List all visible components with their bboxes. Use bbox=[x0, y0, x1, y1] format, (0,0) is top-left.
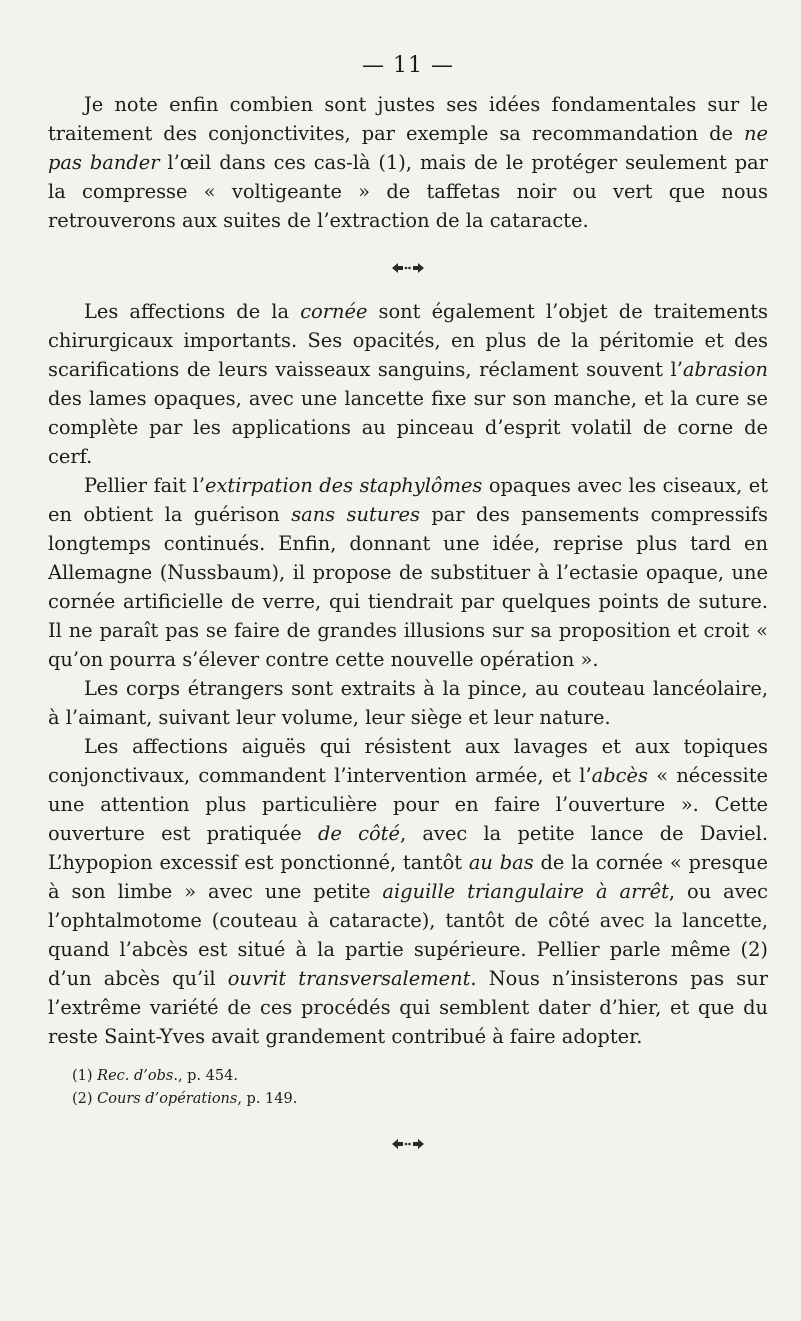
paragraph-abces bbox=[48, 732, 768, 1051]
text-run: . Nous n’insisterons pas sur l’extrême variété de ces procédés qui semblent dater d’hier, et que du reste Saint-Yves avait grandement contribué à faire adopter. bbox=[48, 967, 768, 1048]
paragraph-conjonctivites bbox=[48, 90, 768, 235]
fleuron-icon bbox=[390, 261, 426, 275]
fleuron-icon bbox=[390, 1137, 426, 1151]
italic-run: ouvrit transversalement bbox=[227, 967, 471, 990]
footnote-marker: (1) bbox=[72, 1068, 98, 1084]
text-run: Les affections aiguës qui résistent aux lavages et aux topiques conjonctivaux, commandent l’intervention armée, et l’ bbox=[48, 735, 768, 787]
paragraph-cornee bbox=[48, 297, 768, 471]
text-run: Les corps étrangers sont extraits à la pince, au couteau lancéolaire, à l’aimant, suivant leur volume, leur siège et leur nature. bbox=[48, 677, 768, 729]
text-run: l’œil dans ces cas-là (1), mais de le protéger seulement par la compresse « voltigeante » de taffetas noir ou vert que nous retrouverons aux suites de l’extraction de la cataracte. bbox=[48, 151, 768, 232]
text-run: « nécessite une attention plus particulière pour en faire l’ouverture ». Cette ouverture est pratiquée bbox=[48, 764, 768, 845]
italic-run: sans sutures bbox=[291, 503, 420, 526]
footnotes bbox=[48, 1065, 768, 1111]
footnote-source: Cours d’opérations bbox=[97, 1091, 238, 1107]
text-run: opaques avec les ciseaux, et en obtient la guérison bbox=[48, 474, 768, 526]
section-ornament bbox=[48, 259, 768, 277]
italic-run: aiguille triangulaire à arrêt bbox=[382, 880, 669, 903]
footnote-1 bbox=[72, 1065, 768, 1088]
end-ornament bbox=[48, 1135, 768, 1153]
text-run: Je note enfin combien sont justes ses idées fondamentales sur le traitement des conjonctivites, par exemple sa recommandation de bbox=[48, 93, 768, 145]
italic-run: ne pas bander bbox=[48, 122, 768, 174]
text-run: Les affections de la bbox=[84, 300, 301, 323]
footnote-page: , p. 454. bbox=[177, 1068, 238, 1084]
text-run: , avec la petite lance de Daviel. L’hypopion excessif est ponctionné, tantôt bbox=[48, 822, 768, 874]
italic-run: abrasion bbox=[682, 358, 768, 381]
text-run: Pellier fait l’ bbox=[84, 474, 205, 497]
text-run: des lames opaques, avec une lancette fixe sur son manche, et la cure se complète par les applications au pinceau d’esprit volatil de corne de cerf. bbox=[48, 387, 768, 468]
italic-run: au bas bbox=[468, 851, 534, 874]
text-run: sont également l’objet de traitements chirurgicaux importants. Ses opacités, en plus de la péritomie et des scarifications de leurs vaisseaux sanguins, réclament souvent l’ bbox=[48, 300, 768, 381]
italic-run: abcès bbox=[591, 764, 648, 787]
text-run: de la cornée « presque à son limbe » avec une petite bbox=[48, 851, 768, 903]
paragraph-staphylomes bbox=[48, 471, 768, 674]
footnote-2 bbox=[72, 1088, 768, 1111]
italic-run: de côté bbox=[317, 822, 400, 845]
footnote-source: Rec. d’obs. bbox=[97, 1068, 178, 1084]
footnote-marker: (2) bbox=[72, 1091, 98, 1107]
italic-run: cornée bbox=[300, 300, 368, 323]
text-run: par des pansements compressifs longtemps continués. Enfin, donnant une idée, reprise plus tard en Allemagne (Nussbaum), il propose de substituer à l’ectasie opaque, une cornée artificielle de verre, qui tiendrait par quelques points de suture. Il ne paraît pas se faire de grandes illusions sur sa proposition et croit « qu’on pourra s’élever contre cette nouvelle opération ». bbox=[48, 503, 768, 671]
paragraph-corps-etrangers bbox=[48, 674, 768, 732]
italic-run: extirpation des staphylômes bbox=[205, 474, 483, 497]
book-page bbox=[48, 52, 768, 1173]
page-number: — 11 — bbox=[362, 53, 454, 78]
text-run: , ou avec l’ophtalmotome (couteau à cataracte), tantôt de côté avec la lancette, quand l’abcès est situé à la partie supérieure. Pellier parle même (2) d’un abcès qu’il bbox=[48, 880, 768, 990]
footnote-page: , p. 149. bbox=[237, 1091, 298, 1107]
